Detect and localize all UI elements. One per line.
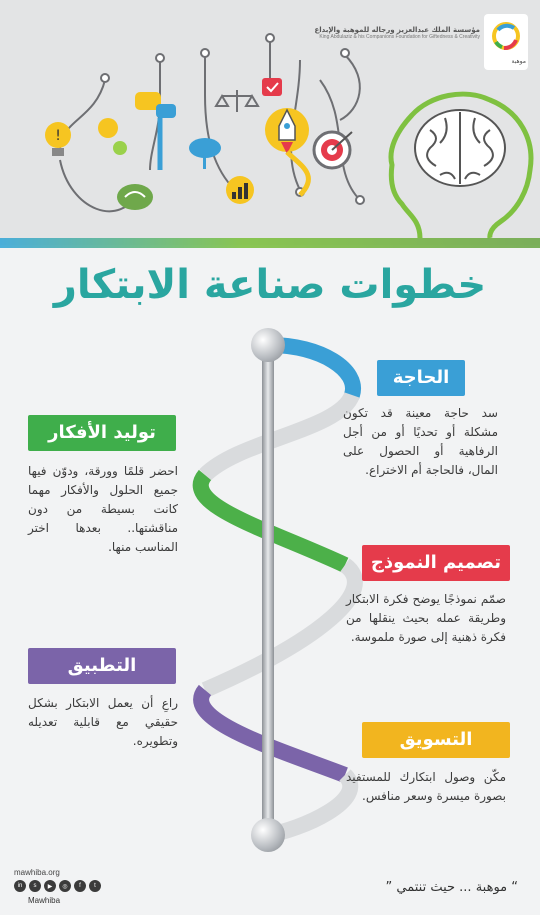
facebook-icon[interactable]: f bbox=[74, 880, 86, 892]
pole-top-ball bbox=[251, 328, 285, 362]
step-text-prototype: صمّم نموذجًا يوضح فكرة الابتكار وطريقة عمله بحيث ينقلها من فكرة ذهنية إلى صورة ملموسة. bbox=[346, 592, 506, 644]
step-label-need: الحاجة bbox=[377, 360, 465, 396]
step-text-ideation: احضر قلمًا وورقة، ودوّن فيها جميع الحلول والأفكار مهما كانت بسيطة من دون مناقشتها.. بعدها اختر المناسب منها. bbox=[28, 464, 178, 554]
page-title: خطوات صناعة الابتكار bbox=[53, 262, 487, 308]
website-url[interactable]: mawhiba.org bbox=[14, 868, 60, 877]
step-label-marketing: التسويق bbox=[362, 722, 510, 758]
central-pole bbox=[262, 340, 274, 835]
step-label-ideation: توليد الأفكار bbox=[28, 415, 176, 451]
organization-name-en: King Abdulaziz & his Companions Foundation for Giftedness & Creativity bbox=[319, 34, 480, 40]
social-icons bbox=[14, 880, 101, 892]
ribbon-segment-silver-2 bbox=[205, 565, 355, 690]
step-text-need: سد حاجة معينة قد تكون مشكلة أو تحديًا أو من أجل الرفاهية أو الحصول على المال، فالحاجة أم الاختراع. bbox=[343, 406, 498, 477]
pole-bottom-ball bbox=[251, 818, 285, 852]
linkedin-icon[interactable]: in bbox=[14, 880, 26, 892]
social-handle: Mawhiba bbox=[28, 896, 61, 905]
step-label-application: التطبيق bbox=[28, 648, 176, 684]
instagram-icon[interactable]: ◎ bbox=[59, 880, 71, 892]
organization-name-ar: مؤسسة الملك عبدالعزيز ورجاله للموهبة والإبداع bbox=[314, 26, 480, 34]
step-text-marketing: مكّن وصول ابتكارك للمستفيد بصورة ميسرة وسعر منافس. bbox=[346, 770, 506, 803]
step-text-application: راعِ أن يعمل الابتكار بشكل حقيقي مع قابلية تعديله وتطويره. bbox=[28, 696, 178, 748]
slogan: “ موهبة ... حيث تنتمي ” bbox=[385, 880, 518, 895]
step-label-prototype: تصميم النموذج bbox=[362, 545, 510, 581]
svg-text:!: ! bbox=[55, 128, 61, 144]
snapchat-icon[interactable]: s bbox=[29, 880, 41, 892]
ribbon-segment-silver-1 bbox=[205, 395, 352, 475]
twitter-icon[interactable]: t bbox=[89, 880, 101, 892]
youtube-icon[interactable]: ▶ bbox=[44, 880, 56, 892]
logo-brand-label: موهبة bbox=[511, 58, 526, 65]
